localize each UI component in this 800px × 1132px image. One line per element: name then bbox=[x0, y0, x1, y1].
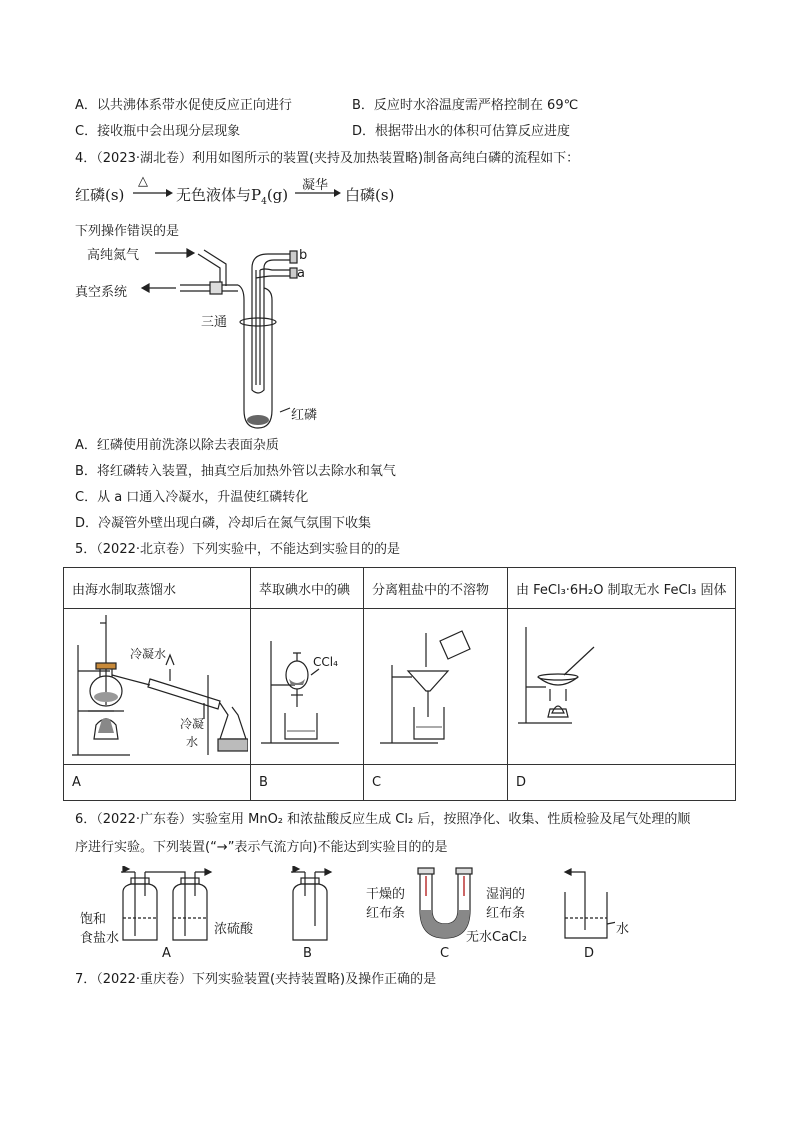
q3-option-d: D．根据带出水的体积可估算反应进度 bbox=[352, 124, 571, 139]
q4-prompt: 下列操作错误的是 bbox=[75, 224, 180, 239]
fig-evaporation bbox=[508, 609, 736, 765]
q3-option-a: A．以共沸体系带水促使反应正向进行 bbox=[75, 98, 292, 113]
label-port-a: a bbox=[297, 266, 305, 281]
table-label-row bbox=[64, 765, 736, 801]
q6-option-b: B bbox=[303, 946, 312, 961]
label-cond-water-bottom-2: 水 bbox=[186, 735, 199, 749]
label-water: 水 bbox=[616, 922, 630, 937]
q4-option-c: C．从 a 口通入冷凝水，升温使红磷转化 bbox=[75, 490, 309, 505]
fig-extraction bbox=[251, 609, 364, 765]
q7-stem: 7．（2022·重庆卷）下列实验装置(夹持装置略)及操作正确的是 bbox=[75, 972, 437, 987]
label-ccl4: CCl₄ bbox=[313, 655, 338, 669]
label-saturated-1: 饱和 bbox=[80, 912, 107, 927]
q6-stem-line2: 序进行实验。下列装置(“→”表示气流方向)不能达到实验目的的是 bbox=[75, 840, 448, 855]
q3-option-b: B．反应时水浴温度需严格控制在 69℃ bbox=[352, 98, 579, 113]
label-dry-1: 干燥的 bbox=[366, 887, 406, 902]
q3-option-c: C．接收瓶中会出现分层现象 bbox=[75, 124, 241, 139]
q4-option-a: A．红磷使用前洗涤以除去表面杂质 bbox=[75, 438, 279, 453]
header-anhydrous-fecl3: 由 FeCl₃·6H₂O 制取无水 FeCl₃ 固体 bbox=[508, 568, 736, 609]
label-dry-2: 红布条 bbox=[366, 906, 406, 921]
distillation-apparatus-icon bbox=[70, 615, 248, 760]
fig-distillation bbox=[64, 609, 251, 765]
row-label-c: C bbox=[364, 765, 508, 801]
q4-option-d: D．冷凝管外壁出现白磷，冷却后在氮气氛围下收集 bbox=[75, 516, 372, 531]
collection-bottle-icon bbox=[285, 866, 335, 946]
eq-arrow-2 bbox=[294, 186, 342, 200]
u-tube-icon bbox=[410, 866, 480, 946]
label-three-way: 三通 bbox=[201, 315, 228, 330]
wash-bottles-icon bbox=[115, 866, 215, 946]
separatory-funnel-icon bbox=[259, 627, 357, 747]
q5-experiment-table bbox=[63, 567, 736, 801]
q4-option-b: B．将红磷转入装置，抽真空后加热外管以去除水和氧气 bbox=[75, 464, 396, 479]
row-label-a: A bbox=[64, 765, 251, 801]
beaker-absorption-icon bbox=[555, 866, 615, 946]
label-port-b: b bbox=[299, 248, 308, 263]
header-separate-salt: 分离粗盐中的不溶物 bbox=[364, 568, 508, 609]
label-nitrogen: 高纯氮气 bbox=[87, 248, 140, 263]
table-header-row bbox=[64, 568, 736, 609]
eq-red-phosphorus: 红磷(s) bbox=[75, 186, 125, 204]
label-wet-2: 红布条 bbox=[486, 906, 526, 921]
row-label-d: D bbox=[508, 765, 736, 801]
label-red-phosphorus: 红磷 bbox=[291, 408, 318, 423]
q6-stem-line1: 6．（2022·广东卷）实验室用 MnO₂ 和浓盐酸反应生成 Cl₂ 后，按照净化、收集、性质检验及尾气处理的顺 bbox=[75, 812, 691, 827]
table-figure-row bbox=[64, 609, 736, 765]
q6-option-d: D bbox=[584, 946, 595, 961]
eq-white-phosphorus: 白磷(s) bbox=[345, 186, 395, 204]
eq-intermediate: 无色液体与$P_4(g)$ bbox=[176, 186, 289, 207]
label-conc-acid: 浓硫酸 bbox=[214, 922, 254, 937]
label-vacuum: 真空系统 bbox=[75, 285, 128, 300]
q5-stem: 5．（2022·北京卷）下列实验中，不能达到实验目的的是 bbox=[75, 542, 400, 557]
label-saturated-2: 食盐水 bbox=[80, 931, 120, 946]
fig-filtration bbox=[364, 609, 508, 765]
q6-option-c: C bbox=[440, 946, 450, 961]
label-cond-water-top: 冷凝水 bbox=[130, 647, 167, 661]
q4-stem: 4．（2023·湖北卷）利用如图所示的装置(夹持及加热装置略)制备高纯白磷的流程如下： bbox=[75, 151, 580, 166]
label-cacl2: 无水CaCl₂ bbox=[466, 930, 527, 945]
eq-sublimation-condition: 凝华 bbox=[302, 178, 329, 193]
header-extract-iodine: 萃取碘水中的碘 bbox=[251, 568, 364, 609]
label-cond-water-bottom-1: 冷凝 bbox=[180, 717, 205, 731]
label-wet-1: 湿润的 bbox=[486, 887, 526, 902]
row-label-b: B bbox=[251, 765, 364, 801]
evaporation-apparatus-icon bbox=[516, 617, 636, 757]
q6-option-a: A bbox=[162, 946, 171, 961]
phosphorus-sublimation-apparatus bbox=[140, 240, 310, 430]
filtration-apparatus-icon bbox=[378, 617, 498, 757]
eq-arrow-1 bbox=[132, 186, 174, 200]
eq-heat-condition: △ bbox=[138, 174, 148, 189]
header-seawater: 由海水制取蒸馏水 bbox=[64, 568, 251, 609]
